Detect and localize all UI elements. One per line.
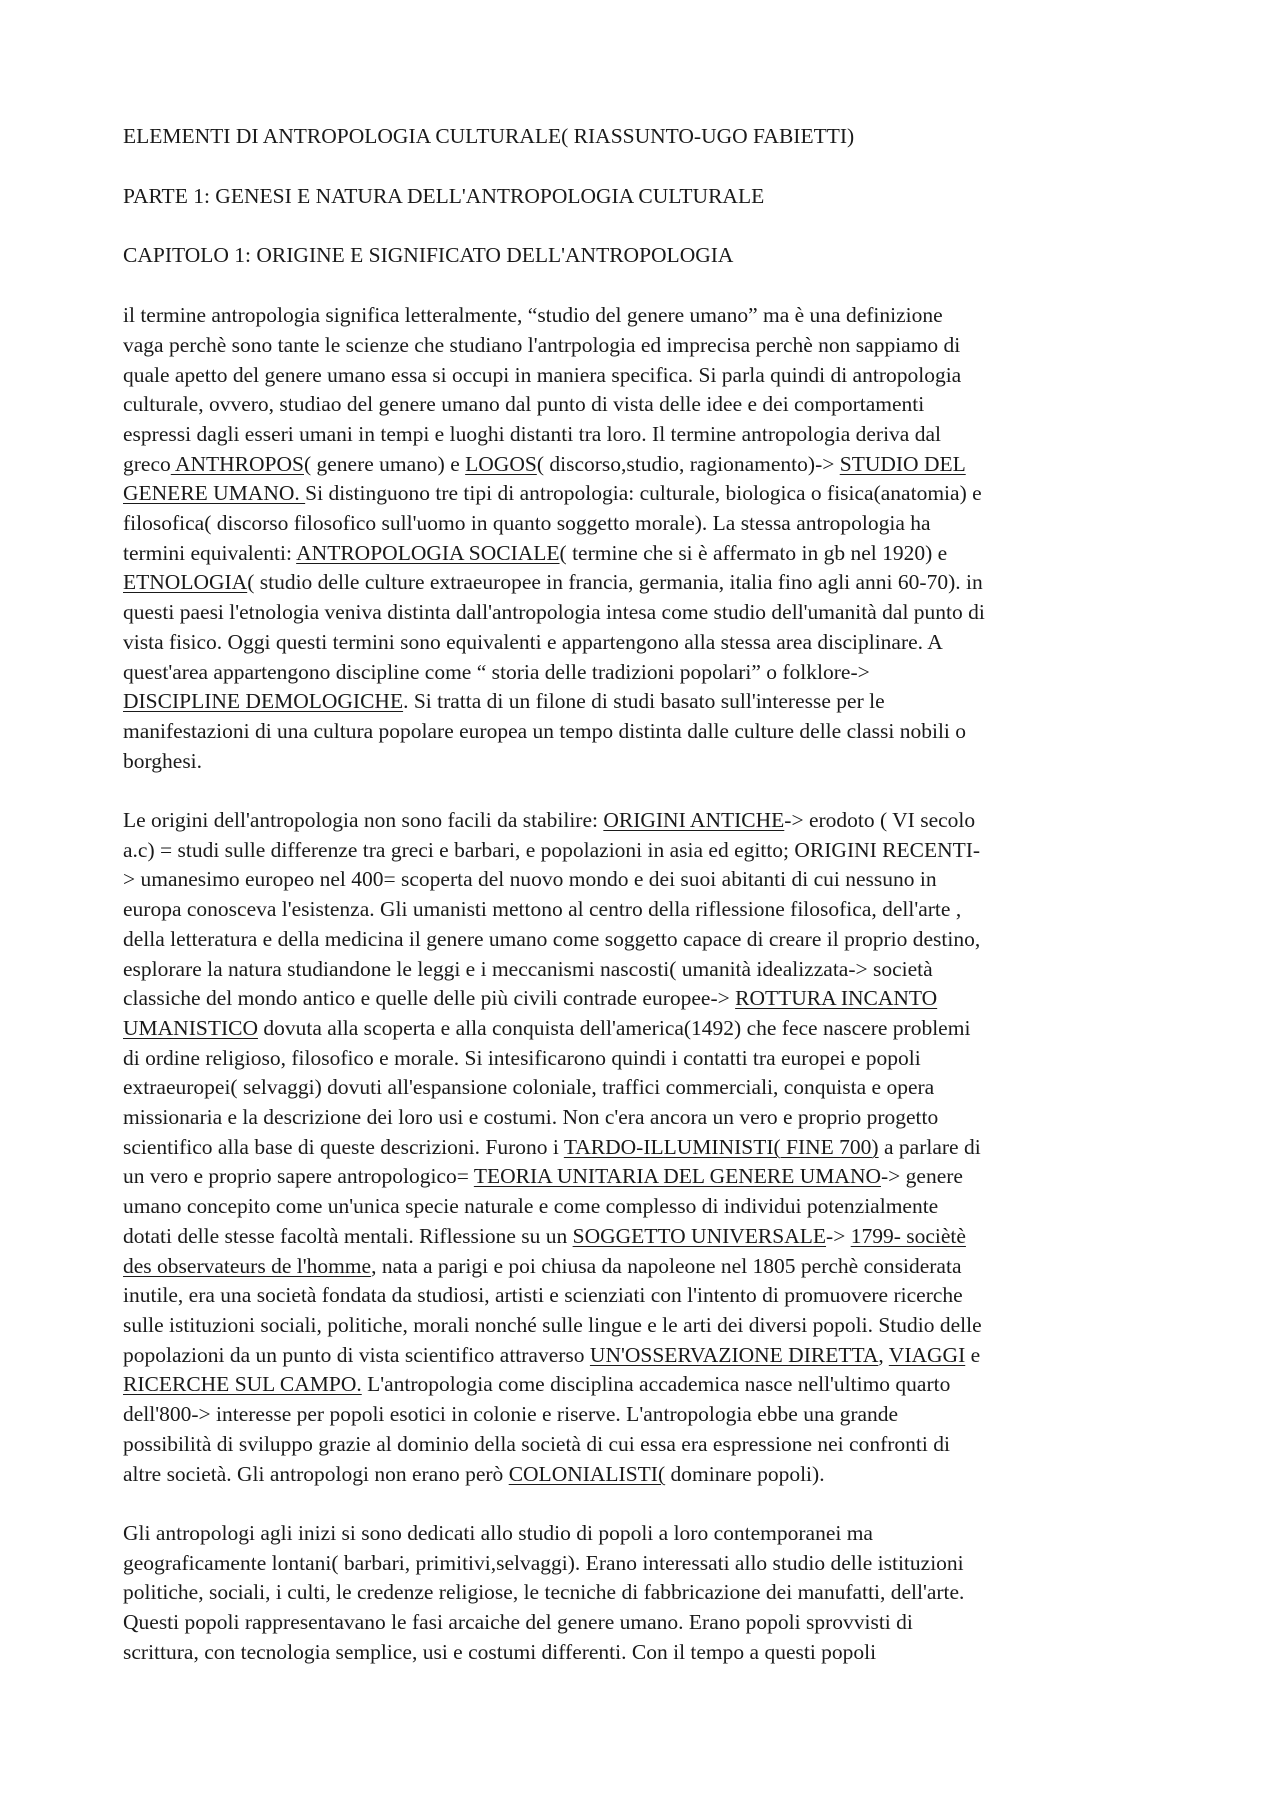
text-line: [123, 1133, 1173, 1163]
document-title: ELEMENTI DI ANTROPOLOGIA CULTURALE( RIASSUNTO-UGO FABIETTI): [123, 124, 855, 148]
text-run: e: [965, 1342, 981, 1367]
text-line: [123, 687, 1173, 717]
text-run: greco: [123, 451, 171, 476]
text-run: Si distinguono tre tipi di antropologia: culturale, biologica o fisica(anatomia) e: [305, 481, 982, 506]
text-line: sulle istituzioni sociali, politiche, morali nonché sulle lingue e le arti dei diversi popoli. Studio delle: [123, 1313, 982, 1337]
text-line: [123, 1252, 1173, 1282]
text-line: missionaria e la descrizione dei loro usi e costumi. Non c'era ancora un vero e proprio progetto: [123, 1105, 939, 1130]
paragraph-1: [123, 301, 1173, 776]
text-run: ( termine che si è affermato in gb nel 1920) e: [559, 540, 948, 565]
underlined-term: UMANISTICO: [123, 1015, 258, 1040]
text-line: [123, 479, 1173, 509]
text-line: vaga perchè sono tante le scienze che studiano l'antrpologia ed imprecisa perchè non sappiamo di: [123, 332, 961, 357]
text-line: umano concepito come un'unica specie naturale e come complesso di individui potenzialmente: [123, 1194, 939, 1219]
text-line: [123, 806, 1173, 836]
text-line: scrittura, con tecnologia semplice, usi e costumi differenti. Con il tempo a questi popoli: [123, 1639, 877, 1664]
text-line: [123, 539, 1173, 569]
underlined-term: ROTTURA INCANTO: [735, 986, 938, 1011]
text-line: [123, 1370, 1173, 1400]
text-run: dovuta alla scoperta e alla conquista dell'america(1492) che fece nascere problemi: [257, 1015, 971, 1040]
text-run: ( discorso,studio, ragionamento)->: [536, 451, 840, 476]
underlined-term: LOGOS: [465, 451, 537, 476]
text-line: Gli antropologi agli inizi si sono dedicati allo studio di popoli a loro contemporanei ma: [123, 1520, 873, 1545]
text-line: filosofica( discorso filosofico sull'uomo in quanto soggetto morale). La stessa antropologia ha: [123, 511, 931, 536]
underlined-term: SOGGETTO UNIVERSALE: [572, 1223, 827, 1248]
text-line: [123, 1460, 1173, 1490]
text-line: di ordine religioso, filosofico e morale. Si intesificarono quindi i contatti tra europei e popoli: [123, 1045, 921, 1070]
text-run: a parlare di: [878, 1134, 981, 1159]
underlined-term: TEORIA UNITARIA DEL GENERE UMANO: [473, 1164, 881, 1189]
underlined-term: ANTHROPOS: [170, 451, 304, 476]
underlined-term: ORIGINI ANTICHE: [603, 808, 785, 833]
paragraph-2: [123, 806, 1173, 1489]
text-line: vista fisico. Oggi questi termini sono equivalenti e appartengono alla stessa area disciplinare. A: [123, 629, 943, 654]
text-run: ( studio delle culture extraeuropee in francia, germania, italia fino agli anni 60-70). in: [247, 570, 983, 595]
underlined-term: STUDIO DEL: [839, 451, 966, 476]
text-line: esplorare la natura studiandone le leggi e i meccanismi nascosti( umanità idealizzata-> società: [123, 956, 933, 981]
text-line: extraeuropei( selvaggi) dovuti all'espansione coloniale, traffici commerciali, conquista e opera: [123, 1075, 935, 1100]
text-line: il termine antropologia significa letteralmente, “studio del genere umano” ma è una definizione: [123, 303, 943, 328]
underlined-term: UN'OSSERVAZIONE DIRETTA: [589, 1342, 879, 1367]
text-line: europa conosceva l'esistenza. Gli umanisti mettono al centro della riflessione filosofica, dell'arte ,: [123, 897, 962, 922]
text-line: [123, 1014, 1173, 1044]
text-run: ( genere umano) e: [303, 451, 466, 476]
text-line: [123, 984, 1173, 1014]
text-line: politiche, sociali, i culti, le credenze religiose, le tecniche di fabbricazione dei manufatti, dell'arte.: [123, 1580, 965, 1605]
text-line: geograficamente lontani( barbari, primitivi,selvaggi). Erano interessati allo studio delle istituzioni: [123, 1550, 964, 1575]
document-page: [123, 122, 1173, 1697]
text-run: scientifico alla base di queste descrizioni. Furono i: [123, 1134, 564, 1159]
text-line: possibilità di sviluppo grazie al dominio della società di cui essa era espressione nei confronti di: [123, 1431, 950, 1456]
text-line: > umanesimo europeo nel 400= scoperta del nuovo mondo e dei suoi abitanti di cui nessuno in: [123, 867, 937, 892]
underlined-term: des observateurs de l'homme: [123, 1253, 372, 1278]
text-line: a.c) = studi sulle differenze tra greci e barbari, e popolazioni in asia ed egitto; ORIGINI RECENTI-: [123, 837, 981, 862]
text-run: popolazioni da un punto di vista scientifico attraverso: [123, 1342, 590, 1367]
text-run: ,: [878, 1342, 889, 1367]
text-run: dominare popoli).: [665, 1461, 825, 1486]
text-run: termini equivalenti:: [123, 540, 297, 565]
text-run: ->: [826, 1223, 851, 1248]
text-line: [123, 1341, 1173, 1371]
underlined-term: VIAGGI: [888, 1342, 966, 1367]
text-run: , nata a parigi e poi chiusa da napoleone nel 1805 perchè considerata: [371, 1253, 962, 1278]
underlined-term: 1799- sociètè: [850, 1223, 966, 1248]
text-line: [123, 568, 1173, 598]
text-line: quest'area appartengono discipline come “ storia delle tradizioni popolari” o folklore->: [123, 659, 870, 684]
text-line: [123, 1162, 1173, 1192]
text-line: borghesi.: [123, 748, 203, 773]
text-run: Le origini dell'antropologia non sono facili da stabilire:: [123, 808, 604, 833]
underlined-term: TARDO-ILLUMINISTI( FINE 700): [563, 1134, 879, 1159]
text-line: dell'800-> interesse per popoli esotici in colonie e riserve. L'antropologia ebbe una grande: [123, 1402, 899, 1427]
text-run: . Si tratta di un filone di studi basato sull'interesse per le: [403, 689, 885, 714]
text-run: -> genere: [881, 1164, 963, 1189]
text-line: inutile, era una società fondata da studiosi, artisti e scienziati con l'intento di promuovere ricerche: [123, 1283, 963, 1308]
text-line: [123, 450, 1173, 480]
text-line: [123, 1222, 1173, 1252]
text-line: culturale, ovvero, studiao del genere umano dal punto di vista delle idee e dei comportamenti: [123, 392, 925, 417]
underlined-term: DISCIPLINE DEMOLOGICHE: [123, 689, 404, 714]
underlined-term: COLONIALISTI(: [508, 1461, 666, 1486]
underlined-term: ANTROPOLOGIA SOCIALE: [296, 540, 560, 565]
text-run: un vero e proprio sapere antropologico=: [123, 1164, 474, 1189]
text-line: Questi popoli rappresentavano le fasi arcaiche del genere umano. Erano popoli sprovvisti di: [123, 1610, 913, 1635]
text-run: altre società. Gli antropologi non erano però: [123, 1461, 509, 1486]
text-line: questi paesi l'etnologia veniva distinta dall'antropologia intesa come studio dell'umanità dal punto di: [123, 600, 985, 625]
part-heading: PARTE 1: GENESI E NATURA DELL'ANTROPOLOGIA CULTURALE: [123, 183, 765, 208]
underlined-term: RICERCHE SUL CAMPO.: [123, 1372, 362, 1397]
underlined-term: GENERE UMANO.: [123, 481, 306, 506]
text-line: quale apetto del genere umano essa si occupi in maniera specifica. Si parla quindi di antropologia: [123, 362, 962, 387]
chapter-heading: CAPITOLO 1: ORIGINE E SIGNIFICATO DELL'ANTROPOLOGIA: [123, 243, 734, 268]
text-run: -> erodoto ( VI secolo: [784, 808, 976, 833]
text-line: espressi dagli esseri umani in tempi e luoghi distanti tra loro. Il termine antropologia deriva dal: [123, 421, 941, 446]
underlined-term: ETNOLOGIA: [123, 570, 248, 595]
text-run: classiche del mondo antico e quelle delle più civili contrade europee->: [123, 986, 736, 1011]
text-line: manifestazioni di una cultura popolare europea un tempo distinta dalle culture delle classi nobili o: [123, 718, 967, 743]
paragraph-3: [123, 1519, 1173, 1668]
text-line: della letteratura e della medicina il genere umano come soggetto capace di creare il proprio destino,: [123, 926, 981, 951]
text-run: L'antropologia come disciplina accademica nasce nell'ultimo quarto: [361, 1372, 951, 1397]
text-run: dotati delle stesse facoltà mentali. Riflessione su un: [123, 1223, 573, 1248]
